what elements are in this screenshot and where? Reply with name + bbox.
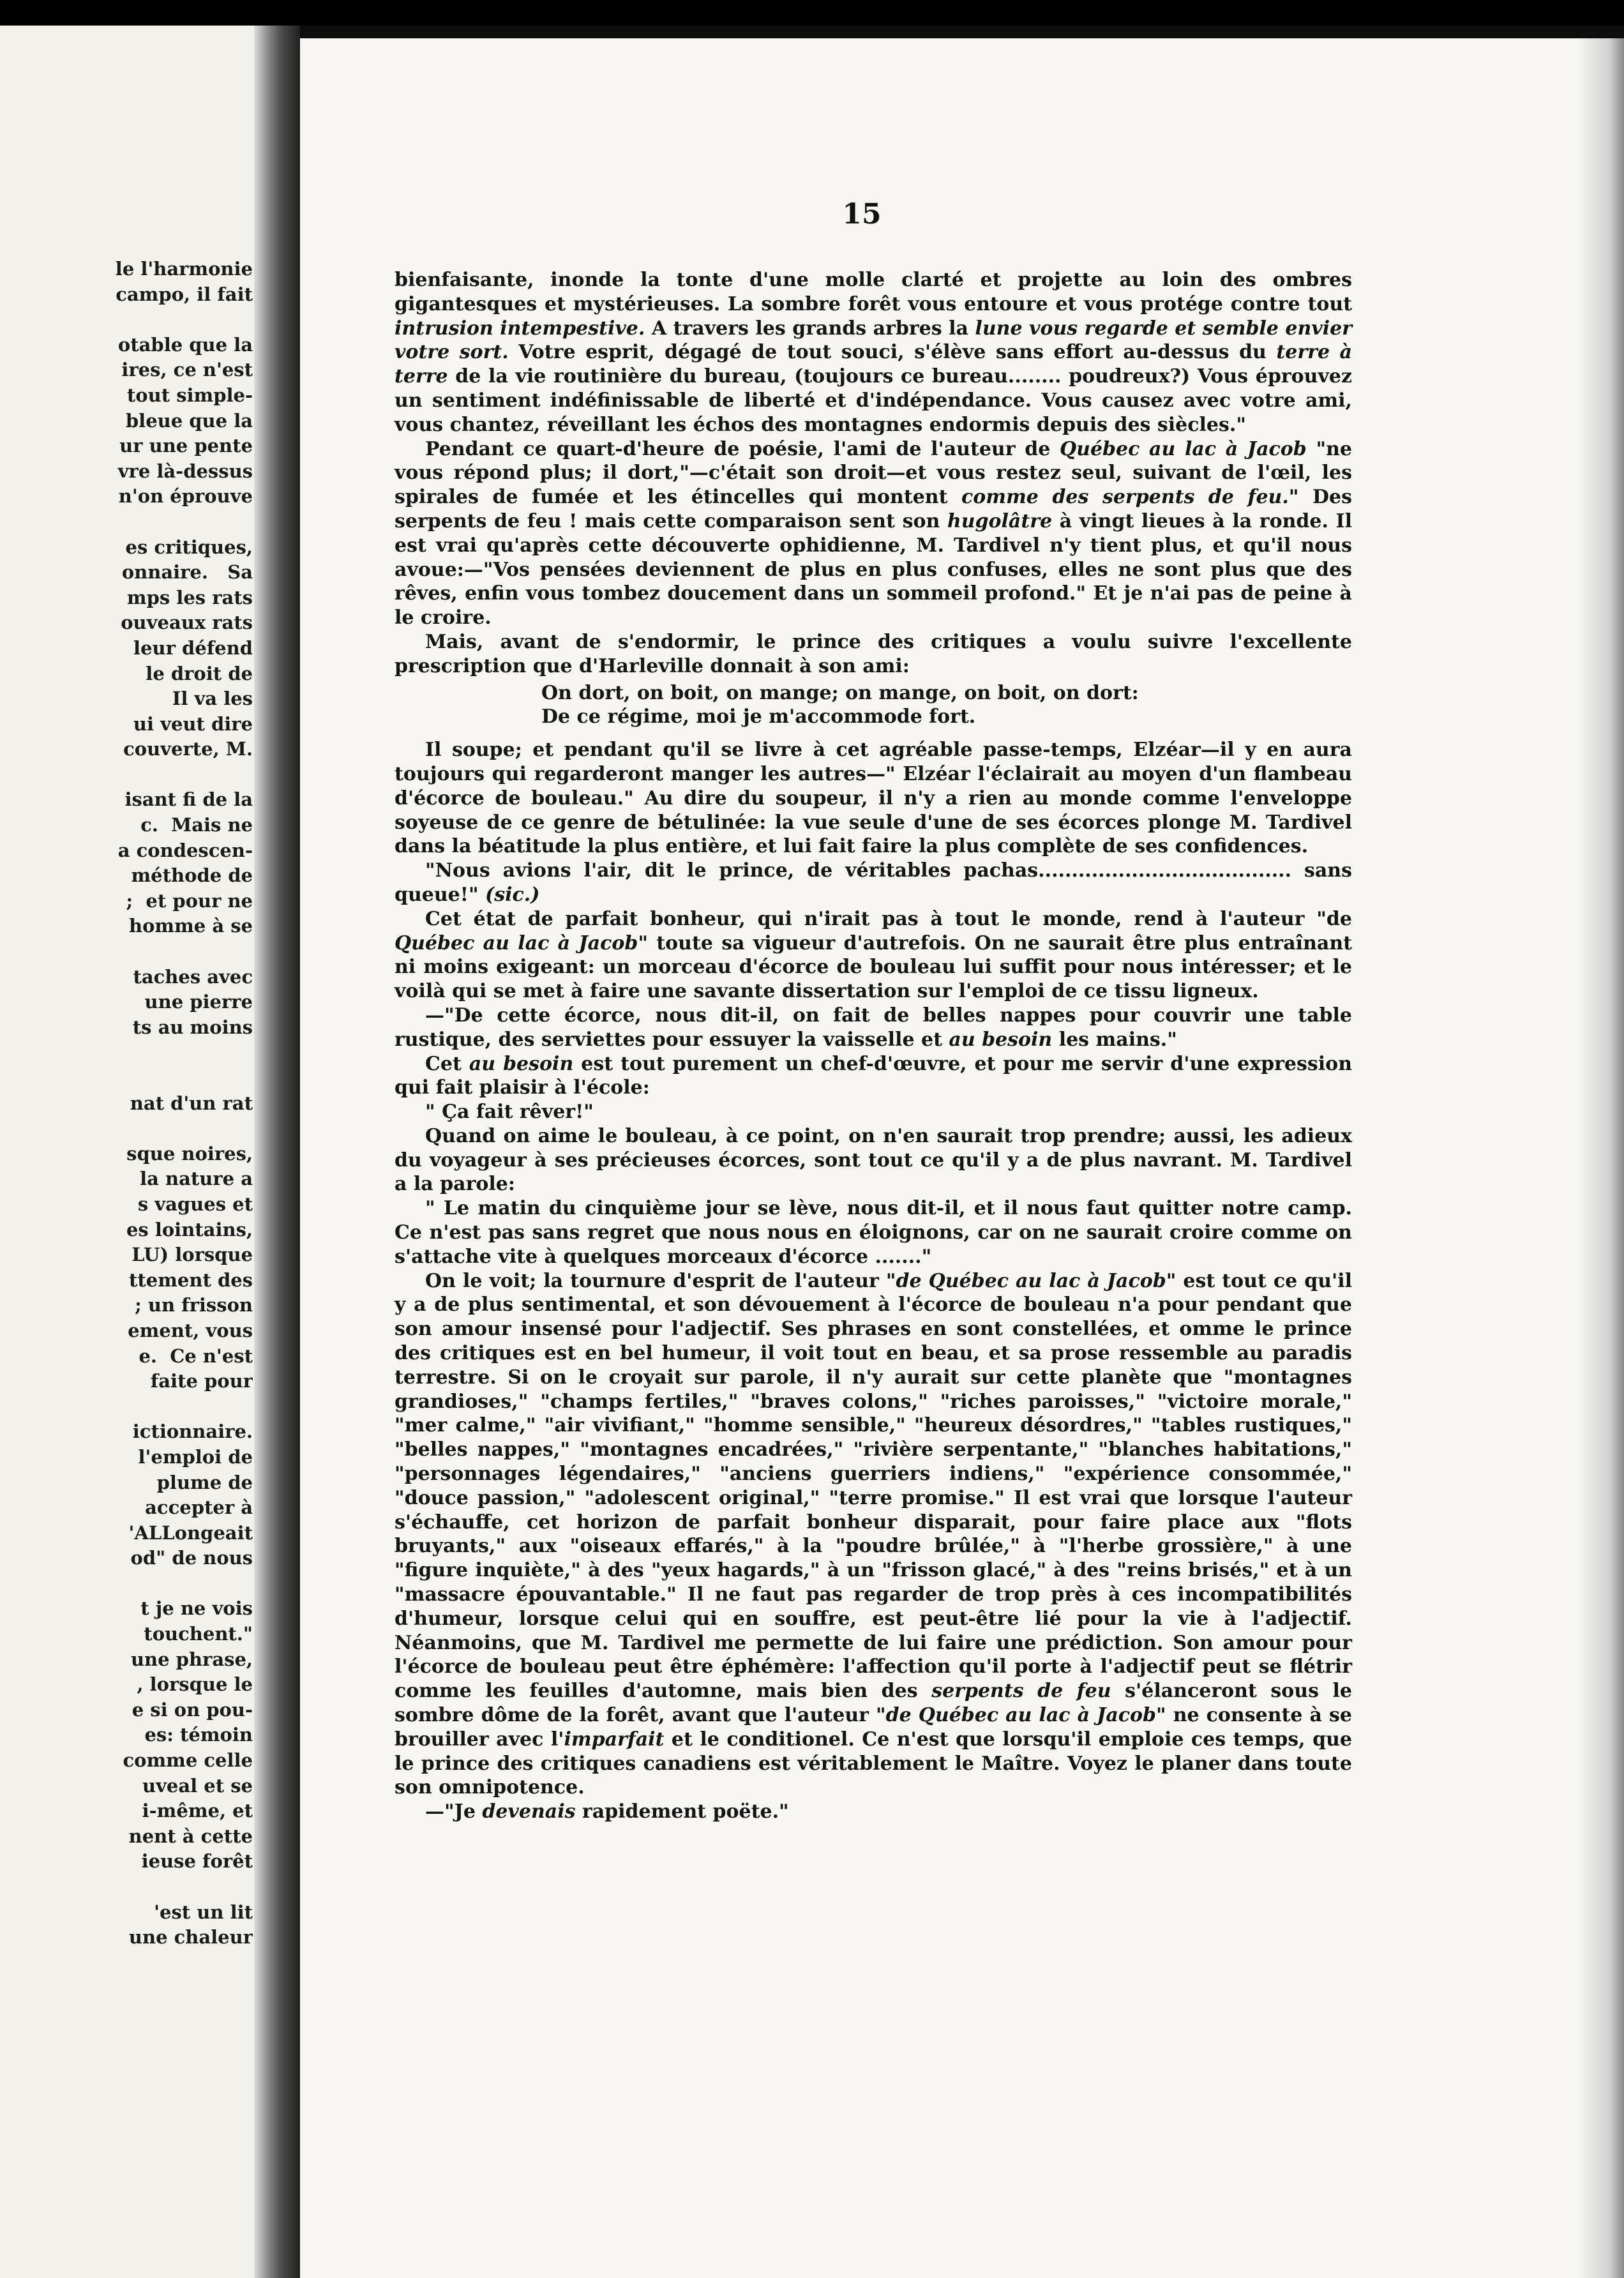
page-edge-shadow <box>1577 38 1624 2278</box>
page-number: 15 <box>842 198 882 230</box>
facing-page-line: plume de <box>156 1471 253 1493</box>
facing-page-line: campo, il fait <box>116 283 253 305</box>
facing-page-line-gap <box>0 509 253 535</box>
facing-page-line: nat d'un rat <box>130 1092 253 1114</box>
facing-page-line: 'ALLongeait <box>128 1521 253 1544</box>
verse-line-2: De ce régime, moi je m'accommode fort. <box>541 705 976 728</box>
facing-page-line-gap <box>0 1040 253 1066</box>
facing-page-line: la nature a <box>140 1168 253 1190</box>
facing-page-line: e. Ce n'est <box>139 1345 253 1367</box>
facing-page-line: le droit de <box>146 662 253 684</box>
facing-page-line: ttement des <box>128 1269 253 1291</box>
facing-page-line: n'on éprouve <box>118 485 253 508</box>
facing-page-line: 'est un lit <box>154 1901 253 1923</box>
facing-page-line: ement, vous <box>128 1319 253 1341</box>
facing-page-line: méthode de <box>131 864 253 887</box>
facing-page-line: le l'harmonie <box>115 258 253 280</box>
facing-page-line: une chaleur <box>128 1926 253 1949</box>
facing-page-line: sque noires, <box>126 1142 253 1165</box>
paragraph-11: " Le matin du cinquième jour se lève, nous dit-il, et il nous faut quitter notre camp. Ce n'est pas sans regret que nous nous en éloignons, car on ne saurait croire comme on s'attache vite à quelques morceaux d'écorce ......." <box>395 1197 1352 1268</box>
facing-page-text-fragments <box>0 257 253 1950</box>
facing-page-line: une pierre <box>144 991 253 1013</box>
facing-page-line: une phrase, <box>130 1648 253 1670</box>
facing-page-line: taches avec <box>133 965 253 988</box>
book-gutter <box>254 26 300 2278</box>
facing-page-line: ; un frisson <box>135 1294 253 1316</box>
facing-page-line: ur une pente <box>119 435 253 457</box>
facing-page-left <box>0 26 254 2278</box>
facing-page-line: touchent." <box>144 1623 253 1645</box>
facing-page-line: leur défend <box>133 637 253 659</box>
facing-page-line-gap <box>0 1394 253 1420</box>
facing-page-line: nent à cette <box>128 1825 253 1847</box>
facing-page-line: mps les rats <box>126 586 253 608</box>
facing-page-line-gap <box>0 1116 253 1142</box>
facing-page-line: otable que la <box>117 333 253 356</box>
paragraph-12: On le voit; la tournure d'esprit de l'auteur "de Québec au lac à Jacob" est tout ce qu'il y a de plus sentimental, et son dévouement à l'écorce de bouleau n'a pour pendant que son amour insensé pour l'adjectif. Ses phrases en sont constellées, et omme le prince des critiques est en bel humeur, il voit tout en beau, et sa prose ressemble au paradis terrestre. Si on le croyait sur parole, il n'y aurait sur cette planète que "montagnes grandioses," "champs fertiles," "braves colons," "riches paroisses," "victoire morale," "mer calme," "air vivifiant," "homme sensible," "heureux désordres," "tables rustiques," "belles nappes," "montagnes encadrées," "rivière serpentante," "blanches habitations," "personnages légendaires," "anciens guerriers indiens," "expérience consommée," "douce passion," "adolescent original," "terre promise." Il est vrai que lorsque l'auteur s'échauffe, cet horizon de parfait bonheur disparait, pour faire place aux "flots bruyants," aux "oiseaux effarés," à la "poudre brûlée," à "l'herbe grossière," à une "figure inquiète," à des "yeux hagards," à un "frisson glacé," à des "reins brisés," et à un "massacre épouvantable." Il ne faut pas regarder de trop près à ces incompatibilités d'humeur, lorsque celui qui en souffre, est peut-être lié pour la vie à l'adjectif. Néanmoins, que M. Tardivel me permette de lui faire une prédiction. Son amour pour l'écorce de bouleau peut être éphémère: l'affection qu'il porte à l'adjectif peut se flétrir comme les feuilles d'automne, mais bien des serpents de feu s'élanceront sous le sombre dôme de la forêt, avant que l'auteur "de Québec au lac à Jacob" ne consente à se brouiller avec l'imparfait et le conditionel. Ce n'est que lorsqu'il emploie ces temps, que le prince des critiques canadiens est véritablement le Maître. Voyez le planer dans toute son omnipotence. <box>395 1269 1353 1799</box>
facing-page-line-gap <box>0 1571 253 1597</box>
facing-page-line: l'emploi de <box>138 1445 253 1468</box>
facing-page-line: LU) lorsque <box>132 1244 253 1266</box>
paragraph-5: "Nous avions l'air, dit le prince, de véritables pachas...................................... sans queue!" (sic.) <box>395 859 1352 906</box>
facing-page-line-gap <box>0 307 253 333</box>
page-body <box>395 268 1352 1824</box>
verse-line-1: On dort, on boit, on mange; on mange, on boit, on dort: <box>541 681 1139 704</box>
facing-page-line: es lointains, <box>126 1218 253 1241</box>
paragraph-7: —"De cette écorce, nous dit-il, on fait de belles nappes pour couvrir une table rustique, des serviettes pour essuyer la vaisselle et au besoin les mains." <box>395 1004 1352 1051</box>
facing-page-line-gap <box>0 762 253 788</box>
facing-page-line: a condescen- <box>117 839 253 861</box>
facing-page-line: onnaire. Sa <box>121 561 253 584</box>
facing-page-line: es: témoin <box>144 1724 253 1746</box>
facing-page-line: vre là-dessus <box>117 460 253 482</box>
facing-page-line-gap <box>0 1874 253 1900</box>
paragraph-6: Cet état de parfait bonheur, qui n'irait pas à tout le monde, rend à l'auteur "de Québec au lac à Jacob" toute sa vigueur d'autrefois. On ne saurait être plus entraînant ni moins exigeant: un morceau d'écorce de bouleau lui suffit pour nous intéresser; et le voilà qui se met à faire une savante dissertation sur l'emploi de ce tissu ligneux. <box>395 907 1352 1003</box>
facing-page-line: e si on pou- <box>132 1698 253 1721</box>
facing-page-line: ictionnaire. <box>132 1421 253 1443</box>
facing-page-line: od" de nous <box>130 1547 253 1569</box>
facing-page-line: ouveaux rats <box>121 612 253 634</box>
facing-page-line: ieuse forêt <box>141 1850 253 1873</box>
verse-quote <box>395 681 1352 730</box>
facing-page-line-gap <box>0 939 253 965</box>
paragraph-8: Cet au besoin est tout purement un chef-d'œuvre, et pour me servir d'une expression qui fait plaisir à l'école: <box>395 1052 1353 1099</box>
facing-page-line: Il va les <box>172 688 253 710</box>
facing-page-line: ires, ce n'est <box>121 359 253 381</box>
facing-page-line: tout simple- <box>126 384 253 406</box>
facing-page-line: c. Mais ne <box>140 814 253 836</box>
facing-page-line: s vagues et <box>137 1193 253 1215</box>
facing-page-line: accepter à <box>145 1497 253 1519</box>
facing-page-line: faite pour <box>150 1370 253 1392</box>
facing-page-line: es critiques, <box>125 536 253 558</box>
facing-page-line: isant fi de la <box>124 788 253 811</box>
paragraph-4: Il soupe; et pendant qu'il se livre à cet agréable passe-temps, Elzéar—il y en aura toujours qui regarderont manger les autres—" Elzéar l'éclairait au moyen d'un flambeau d'écorce de bouleau." Au dire du soupeur, il n'y a rien au monde comme l'enveloppe soyeuse de ce genre de bétulinée: la vue seule d'une de ses écorces plonge M. Tardivel dans la béatitude la plus entière, et lui fait faire la plus complète de ses confidences. <box>395 739 1352 858</box>
facing-page-line: couverte, M. <box>123 738 253 760</box>
paragraph-10: Quand on aime le bouleau, à ce point, on n'en saurait trop prendre; aussi, les adieux du voyageur à ses précieuses écorces, sont tout ce qu'il y a de plus navrant. M. Tardivel a la parole: <box>395 1124 1352 1196</box>
paragraph-1: bienfaisante, inonde la tonte d'une molle clarté et projette au loin des ombres gigantesques et mystérieuses. La sombre forêt vous entoure et vous protége contre tout intrusion intempestive. A travers les grands arbres la lune vous regarde et semble envier votre sort. Votre esprit, dégagé de tout souci, s'élève sans effort au-dessus du terre à terre de la vie routinière du bureau, (toujours ce bureau........ poudreux?) Vous éprouvez un sentiment indéfinissable de liberté et d'indépendance. Vous causez avec votre ami, vous chantez, réveillant les échos des montagnes endormis depuis des siècles." <box>395 269 1352 436</box>
facing-page-line: i-même, et <box>142 1800 253 1822</box>
facing-page-line: bleue que la <box>125 409 253 432</box>
facing-page-line: , lorsque le <box>137 1673 253 1696</box>
paragraph-13: —"Je devenais rapidement poëte." <box>425 1800 789 1823</box>
facing-page-line-gap <box>0 1066 253 1091</box>
facing-page-line: comme celle <box>123 1749 253 1772</box>
top-scan-border <box>0 0 1624 26</box>
facing-page-line: uveal et se <box>142 1774 253 1797</box>
paragraph-2: Pendant ce quart-d'heure de poésie, l'ami de l'auteur de Québec au lac à Jacob "ne vous répond plus; il dort,"—c'était son droit—et vous restez seul, suivant de l'œil, les spirales de fumée et les étincelles qui montent comme des serpents de feu." Des serpents de feu ! mais cette comparaison sent son hugolâtre à vingt lieues à la ronde. Il est vrai qu'après cette découverte ophidienne, M. Tardivel n'y tient plus, et qu'il nous avoue:—"Vos pensées deviennent de plus en plus confuses, elles ne sont plus que des rêves, enfin vous tombez doucement dans un sommeil profond." Et je n'ai pas de peine à le croire. <box>395 437 1352 630</box>
facing-page-line: ui veut dire <box>133 713 253 735</box>
facing-page-line: t je ne vois <box>140 1597 253 1620</box>
facing-page-line: homme à se <box>128 915 253 937</box>
facing-page-line: ts au moins <box>132 1016 253 1038</box>
paragraph-9: " Ça fait rêver!" <box>425 1101 594 1124</box>
paragraph-3: Mais, avant de s'endormir, le prince des critiques a voulu suivre l'excellente prescription que d'Harleville donnait à son ami: <box>395 630 1352 677</box>
facing-page-line: ; et pour ne <box>126 889 253 912</box>
